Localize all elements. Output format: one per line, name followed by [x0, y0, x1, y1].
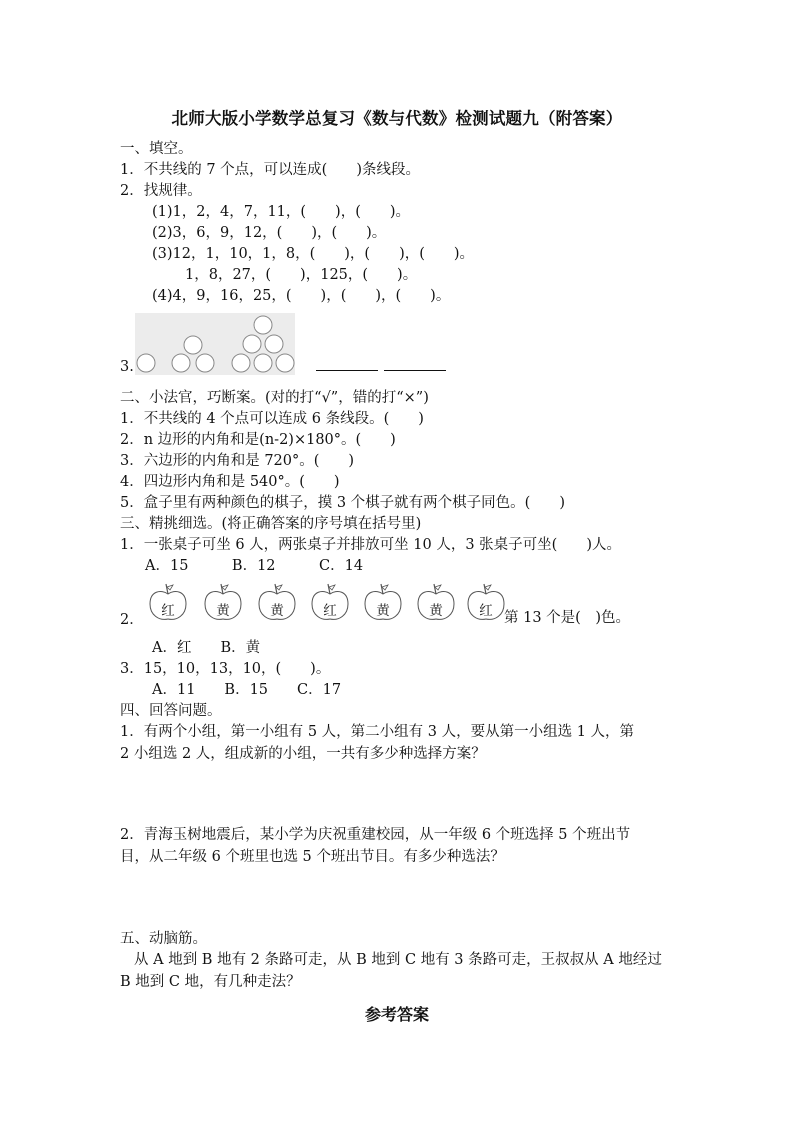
apple-icon — [147, 583, 189, 623]
s3-question-1: 1．一张桌子可坐 6 人，两张桌子并排放可坐 10 人，3 张桌子可坐( )人。 — [120, 537, 621, 553]
section-2-heading: 二、小法官，巧断案。(对的打“√”，错的打“×”) — [120, 390, 429, 406]
s3-question-2-number: 2． — [120, 612, 144, 628]
s5-question-line-2: B 地到 C 地，有几种走法？ — [120, 974, 301, 990]
s1-question-1: 1．不共线的 7 个点，可以连成( )条线段。 — [120, 162, 420, 178]
circle-pattern-figure — [135, 313, 295, 375]
apple-icon — [256, 583, 298, 623]
apple-label: 黄 — [216, 603, 230, 619]
s1-question-2-3b: 1，8，27，( )，125，( )。 — [185, 267, 418, 283]
s5-question-line-1: 从 A 地到 B 地有 2 条路可走，从 B 地到 C 地有 3 条路可走，王叔叔从 A 地经过 — [134, 952, 662, 968]
s1-question-2-3: (3)12，1，10，1，8，( )，( )，( )。 — [152, 246, 475, 262]
s4-question-2-line-1: 2．青海玉树地震后，某小学为庆祝重建校园，从一年级 6 个班选择 5 个班出节 — [120, 827, 631, 843]
apple-label: 红 — [479, 603, 493, 619]
s1-question-2: 2．找规律。 — [120, 183, 202, 199]
s3-question-1-options: A．15 B．12 C．14 — [145, 558, 364, 574]
s4-question-1-line-1: 1．有两个小组，第一小组有 5 人，第二小组有 3 人，要从第一小组选 1 人，第 — [120, 724, 635, 740]
section-3-heading: 三、精挑细选。(将正确答案的序号填在括号里) — [120, 516, 422, 532]
s2-question-4: 4．四边形内角和是 540°。( ) — [120, 474, 340, 490]
page-title: 北师大版小学数学总复习《数与代数》检测试题九（附答案） — [171, 109, 623, 128]
section-5-heading: 五、动脑筋。 — [120, 931, 207, 947]
s1-question-3-number: 3. — [120, 359, 134, 375]
section-1-heading: 一、填空。 — [120, 141, 193, 157]
apple-icon — [202, 583, 244, 623]
answer-blank-1[interactable] — [316, 356, 378, 377]
s1-question-2-2: (2)3，6，9，12，( )，( )。 — [152, 225, 387, 241]
answer-key-title: 参考答案 — [364, 1005, 429, 1024]
s4-question-1-line-2: 2 小组选 2 人，组成新的小组，一共有多少种选择方案？ — [120, 746, 486, 762]
apple-icon — [362, 583, 404, 623]
s3-question-2-tail: 第 13 个是( )色。 — [504, 610, 630, 626]
s3-question-3-options: A．11 B．15 C．17 — [152, 682, 342, 698]
s1-question-2-1: (1)1，2，4，7，11，( )，( )。 — [152, 204, 411, 220]
s2-question-2: 2．n 边形的内角和是(n-2)×180°。( ) — [120, 432, 396, 448]
apple-label: 红 — [323, 603, 337, 619]
apple-label: 黄 — [270, 603, 284, 619]
apple-label: 黄 — [376, 603, 390, 619]
s3-question-3: 3．15，10，13，10，( )。 — [120, 661, 331, 677]
apple-icon — [465, 583, 507, 623]
s3-question-2-options: A．红 B．黄 — [152, 640, 261, 656]
apple-icon — [415, 583, 457, 623]
apple-icon — [309, 583, 351, 623]
apple-label: 红 — [161, 603, 175, 619]
s1-question-3 — [120, 357, 134, 377]
s2-question-3: 3．六边形的内角和是 720°。( ) — [120, 453, 355, 469]
apple-label: 黄 — [429, 603, 443, 619]
s1-question-2-4: (4)4，9，16，25，( )，( )，( )。 — [152, 288, 451, 304]
s2-question-1: 1．不共线的 4 个点可以连成 6 条线段。( ) — [120, 411, 424, 427]
s2-question-5: 5．盒子里有两种颜色的棋子，摸 3 个棋子就有两个棋子同色。( ) — [120, 495, 565, 511]
answer-blank-2[interactable] — [384, 356, 446, 377]
s4-question-2-line-2: 目，从二年级 6 个班里也选 5 个班出节目。有多少种选法？ — [120, 849, 505, 865]
section-4-heading: 四、回答问题。 — [120, 703, 222, 719]
